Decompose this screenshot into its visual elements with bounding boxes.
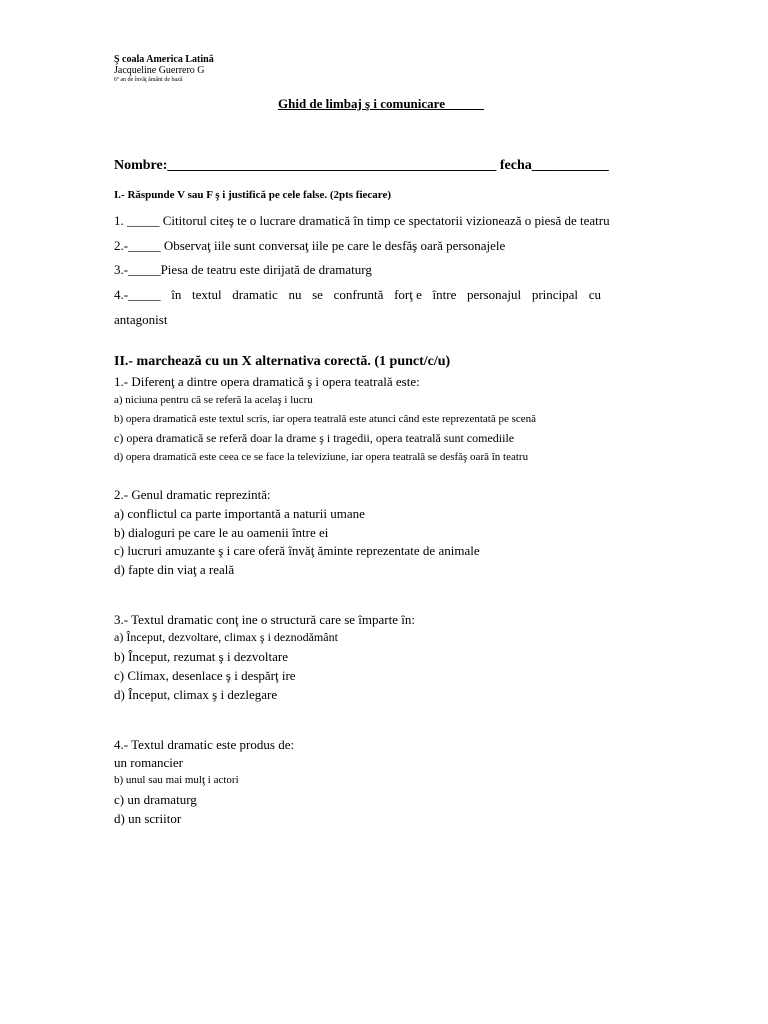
page-title: Ghid de limbaj ş i comunicare______ <box>278 96 484 111</box>
item4-word: nu <box>288 287 302 302</box>
item4-word: dramatic <box>232 287 278 302</box>
item4-word: textul <box>192 287 222 302</box>
question-4: 4.- Textul dramatic este produs de: <box>114 737 295 752</box>
question-2-option-a: a) conflictul ca parte importantă a naturii umane <box>114 506 365 521</box>
question-1: 1.- Diferenţ a dintre opera dramatică ş i opera teatrală este: <box>114 374 420 389</box>
item4-word: 4.-_____ <box>114 287 161 302</box>
section1-heading: I.- Răspunde V sau F ş i justifică pe cele false. (2pts fiecare) <box>114 189 392 201</box>
true-false-item-2: 2.-_____ Observaţ iile sunt conversaţ iile pe care le desfăş oară personajele <box>114 238 506 253</box>
question-2-option-b: b) dialoguri pe care le au oamenii între ei <box>114 525 329 540</box>
item4-word: forţ e <box>394 287 422 302</box>
school-name: Ş coala America Latină <box>114 54 214 65</box>
question-4-option-c: c) un dramaturg <box>114 792 197 807</box>
grade-level: 6º an de învăţ ământ de bază <box>114 77 183 83</box>
question-2-option-d: d) fapte din viaţ a reală <box>114 562 235 577</box>
question-3-option-d: d) Început, climax ş i dezlegare <box>114 687 278 702</box>
question-2-option-c: c) lucruri amuzante ş i care oferă învăţ ăminte reprezentate de animale <box>114 543 480 558</box>
question-1-option-c: c) opera dramatică se referă doar la drame ş i tragedii, opera teatrală sunt comediile <box>114 431 515 445</box>
true-false-item-4 <box>114 287 601 303</box>
item4-word: principal <box>531 287 579 302</box>
section2-heading: II.- marchează cu un X alternativa corectă. (1 punct/c/u) <box>114 354 451 369</box>
true-false-item-3: 3.-_____Piesa de teatru este dirijată de dramaturg <box>114 262 372 277</box>
question-1-option-a: a) niciuna pentru că se referă la acelaş i lucru <box>114 394 313 406</box>
item4-word: în <box>171 287 182 302</box>
question-3-option-c: c) Climax, desenlace ş i despărţ ire <box>114 668 296 683</box>
item4-word: se <box>312 287 323 302</box>
true-false-item-1: 1. _____ Cititorul citeş te o lucrare dramatică în timp ce spectatorii vizionează o piesă de teatru <box>114 213 610 228</box>
true-false-item-4-continuation: antagonist <box>114 312 168 327</box>
question-1-option-b: b) opera dramatică este textul scris, iar opera teatrală este atunci când este reprezentată pe scenă <box>114 413 537 425</box>
item4-word: cu <box>588 287 601 302</box>
item4-word: confruntă <box>333 287 384 302</box>
item4-word: personajul <box>467 287 522 302</box>
question-4-option-d: d) un scriitor <box>114 811 182 826</box>
item4-word: între <box>432 287 457 302</box>
question-3-option-b: b) Început, rezumat ş i dezvoltare <box>114 649 288 664</box>
name-date-line: Nombre:_______________________________________________ fecha___________ <box>114 158 609 173</box>
question-3: 3.- Textul dramatic conţ ine o structură care se împarte în: <box>114 612 415 627</box>
question-4-option-b: b) unul sau mai mulţ i actori <box>114 774 239 786</box>
question-3-option-a: a) Început, dezvoltare, climax ş i deznodământ <box>114 630 338 644</box>
question-2: 2.- Genul dramatic reprezintă: <box>114 487 271 502</box>
teacher-name: Jacqueline Guerrero G <box>114 65 205 76</box>
question-1-option-d: d) opera dramatică este ceea ce se face la televiziune, iar opera teatrală se desfăş oară în teatru <box>114 451 529 463</box>
question-4-option-a: un romancier <box>114 755 183 770</box>
